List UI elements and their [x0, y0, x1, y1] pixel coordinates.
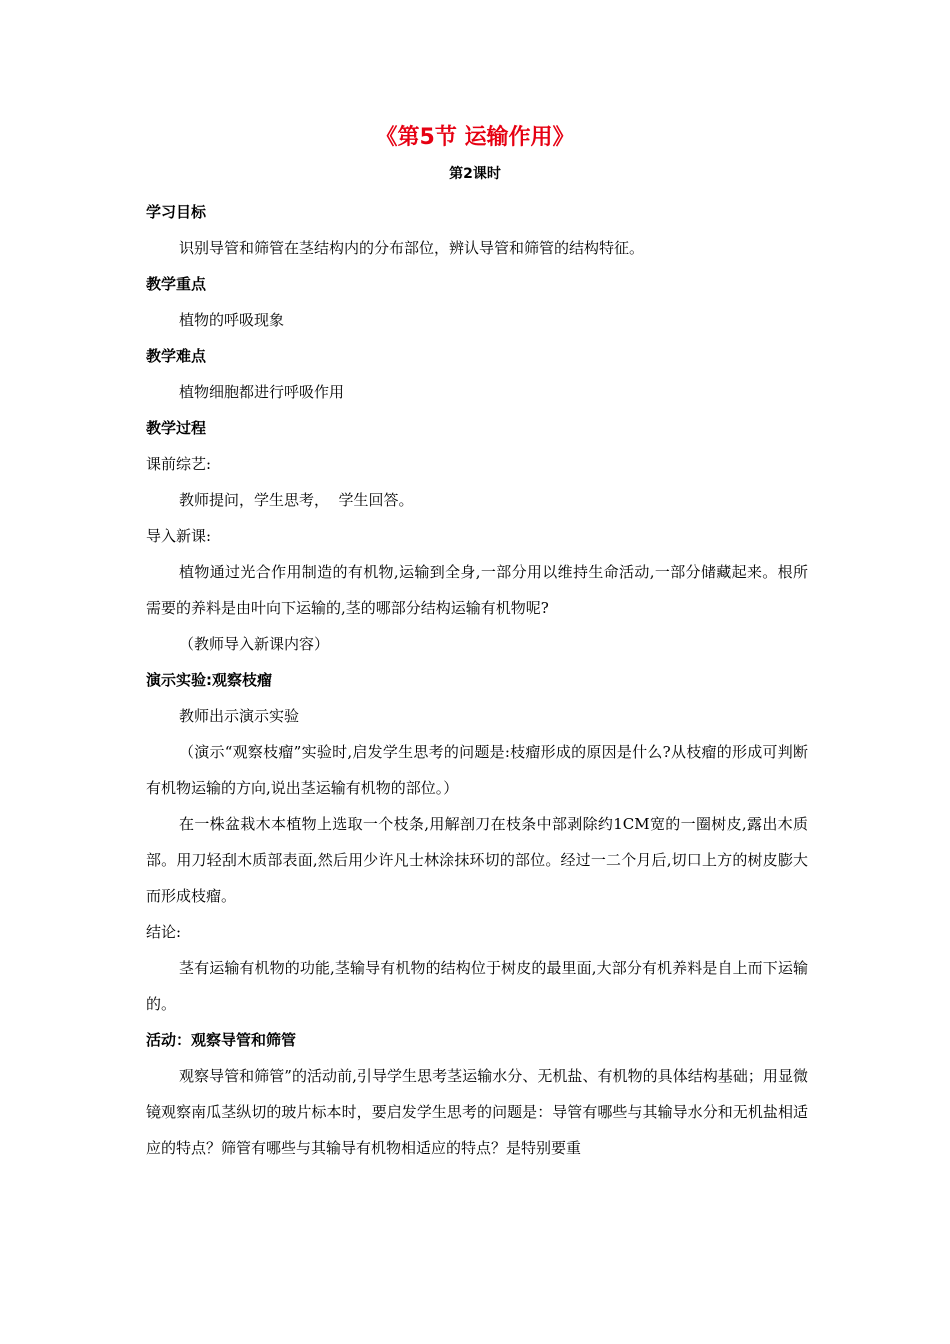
intro-note: （教师导入新课内容） — [179, 635, 330, 653]
intro-text: 植物通过光合作用制造的有机物,运输到全身,一部分用以维持生命活动,一部分储藏起来。根所需要的养料是由叶向下运输的,茎的哪部分结构运输有机物呢? — [146, 563, 808, 617]
difficulty-text: 植物细胞都进行呼吸作用 — [179, 383, 345, 401]
pre-class-label: 课前综艺: — [146, 455, 212, 473]
goal-text: 识别导管和筛管在茎结构内的分布部位，辨认导管和筛管的结构特征。 — [179, 239, 645, 257]
process-heading: 教学过程 — [146, 419, 207, 437]
document-body — [146, 194, 808, 1166]
pre-class-text: 教师提问，学生思考， 学生回答。 — [179, 491, 414, 509]
demo-text: 教师出示演示实验 — [179, 707, 300, 725]
key-point-text: 植物的呼吸现象 — [179, 311, 285, 329]
intro-label: 导入新课: — [146, 527, 212, 545]
conclusion-text: 茎有运输有机物的功能,茎输导有机物的结构位于树皮的最里面,大部分有机养料是自上而下运输的。 — [146, 959, 808, 1013]
demo-heading: 演示实验:观察枝瘤 — [146, 671, 272, 689]
conclusion-label: 结论: — [146, 923, 182, 941]
key-point-heading: 教学重点 — [146, 275, 207, 293]
goal-heading: 学习目标 — [146, 203, 207, 221]
difficulty-heading: 教学难点 — [146, 347, 207, 365]
document-title: 《第5节 运输作用》 — [375, 125, 575, 150]
activity-text: 观察导管和筛管”的活动前,引导学生思考茎运输水分、无机盐、有机物的具体结构基础；用显微镜观察南瓜茎纵切的玻片标本时，要启发学生思考的问题是：导管有哪些与其输导水分和无机盐相适应的特点？筛管有哪些与其输导有机物相适应的特点？是特别要重 — [146, 1067, 808, 1157]
document-subtitle: 第2课时 — [449, 166, 501, 182]
activity-heading: 活动：观察导管和筛管 — [146, 1031, 297, 1049]
demo-procedure: 在一株盆栽木本植物上选取一个枝条,用解剖刀在枝条中部剥除约1CM宽的一圈树皮,露出木质部。用刀轻刮木质部表面,然后用少许凡士林涂抹环切的部位。经过一二个月后,切口上方的树皮膨大而形成枝瘤。 — [146, 815, 808, 905]
demo-note: （演示“观察枝瘤”实验时,启发学生思考的问题是:枝瘤形成的原因是什么?从枝瘤的形成可判断有机物运输的方向,说出茎运输有机物的部位。） — [146, 743, 808, 797]
